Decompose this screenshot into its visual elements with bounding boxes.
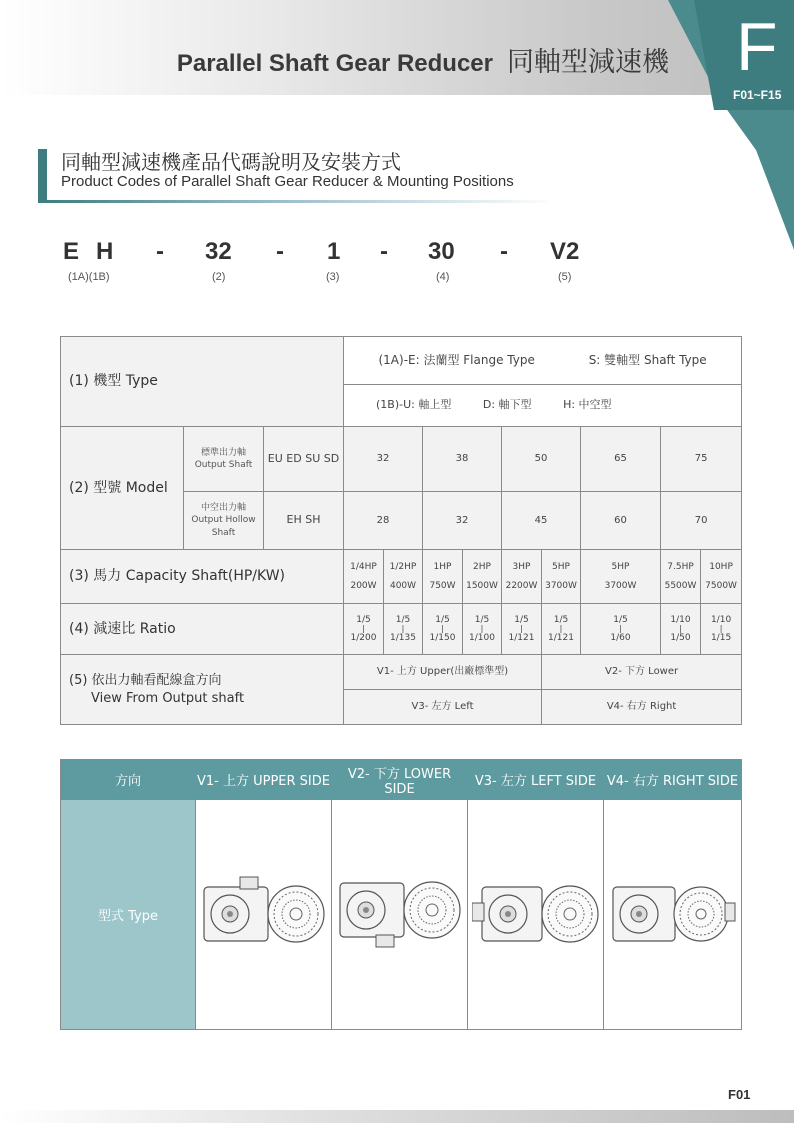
hollow-shaft-label: 中空出力軸 Output Hollow Shaft [184, 492, 264, 550]
code-label-capacity: (3) [326, 271, 340, 283]
direction-label [61, 655, 344, 725]
ratio-cell: 1/10 | 1/15 [701, 604, 742, 655]
gear-reducer-v4-drawing [609, 873, 737, 953]
capacity-cell: 2HP 1500W [463, 550, 502, 604]
code-ratio: 30 [428, 238, 455, 265]
page-title-zh: 同軸型減速機 [507, 47, 669, 78]
mount-image-v1 [196, 800, 332, 1030]
mount-header-v3: V3- 左方 LEFT SIDE [468, 760, 604, 800]
code-label-direction: (5) [558, 271, 572, 283]
model-value: 75 [661, 427, 742, 492]
mount-header-v2: V2- 下方 LOWER SIDE [332, 760, 468, 800]
code-dash: - [500, 238, 508, 265]
type-row-label: 型式 Type [61, 800, 196, 1030]
code-dash: - [156, 238, 164, 265]
capacity-cell: 1HP 750W [423, 550, 463, 604]
code-direction: V2 [550, 238, 580, 265]
page-number: F01 [728, 1087, 751, 1102]
ratio-cell: 1/5 | 1/150 [423, 604, 463, 655]
ratio-cell: 1/5 | 1/121 [542, 604, 581, 655]
footer-bar [0, 1110, 794, 1123]
section-title-zh: 同軸型減速機產品代碼說明及安裝方式 [61, 150, 401, 174]
ratio-label: (4) 減速比 Ratio [61, 604, 344, 655]
direction-label-zh: (5) 依出力軸看配線盒方向 [69, 672, 222, 688]
capacity-cell: 7.5HP 5500W [661, 550, 701, 604]
direction-v2: V2- 下方 Lower [542, 655, 742, 690]
direction-v4: V4- 右方 Right [542, 690, 742, 725]
code-h: H [96, 238, 114, 265]
mount-image-v2 [332, 800, 468, 1030]
model-label: (2) 型號 Model [61, 427, 184, 550]
code-label-type: (1A)(1B) [68, 271, 110, 283]
code-model: 32 [205, 238, 232, 265]
capacity-cell: 5HP 3700W [581, 550, 661, 604]
section-underline [38, 200, 558, 203]
gear-reducer-v1-drawing [200, 873, 328, 953]
mount-image-v3 [468, 800, 604, 1030]
mounting-table [60, 759, 742, 1030]
page-title-en: Parallel Shaft Gear Reducer [176, 50, 493, 77]
mount-header-v1: V1- 上方 UPPER SIDE [196, 760, 332, 800]
gear-reducer-v3-drawing [472, 873, 600, 953]
direction-v3: V3- 左方 Left [344, 690, 542, 725]
page-title [177, 40, 669, 79]
flange-type: (1A)-E: 法蘭型 Flange Type [378, 353, 535, 368]
code-e: E [63, 238, 80, 265]
ratio-cell: 1/5 | 1/121 [502, 604, 542, 655]
model-value: 50 [502, 427, 581, 492]
ratio-cell: 1/5 | 1/60 [581, 604, 661, 655]
type-label: (1) 機型 Type [61, 337, 344, 427]
standard-codes: EU ED SU SD [264, 427, 344, 492]
code-capacity: 1 [327, 238, 341, 265]
model-value: 38 [423, 427, 502, 492]
gear-reducer-v2-drawing [336, 873, 464, 953]
type-row-1a [344, 337, 742, 385]
code-label-model: (2) [212, 271, 226, 283]
capacity-cell: 5HP 3700W [542, 550, 581, 604]
section-accent-bar [38, 149, 47, 200]
spec-table [60, 336, 742, 725]
ratio-cell: 1/5 | 1/200 [344, 604, 384, 655]
direction-label-en: View From Output shaft [91, 690, 245, 706]
type-u: (1B)-U: 軸上型 [376, 398, 452, 412]
direction-v1: V1- 上方 Upper(出廠標準型) [344, 655, 542, 690]
standard-shaft-label: 標準出力軸 Output Shaft [184, 427, 264, 492]
capacity-cell: 3HP 2200W [502, 550, 542, 604]
hollow-value: 60 [581, 492, 661, 550]
hollow-value: 70 [661, 492, 742, 550]
ratio-cell: 1/5 | 1/135 [384, 604, 423, 655]
hollow-value: 32 [423, 492, 502, 550]
ratio-cell: 1/10 | 1/50 [661, 604, 701, 655]
shaft-type: S: 雙軸型 Shaft Type [588, 353, 707, 368]
section-title-en: Product Codes of Parallel Shaft Gear Reducer & Mounting Positions [61, 173, 514, 190]
chapter-range: F01~F15 [733, 88, 782, 102]
code-dash: - [380, 238, 388, 265]
hollow-value: 28 [344, 492, 423, 550]
type-d: D: 軸下型 [482, 398, 532, 412]
type-row-1b [344, 385, 742, 427]
model-value: 65 [581, 427, 661, 492]
hollow-value: 45 [502, 492, 581, 550]
capacity-label: (3) 馬力 Capacity Shaft(HP/KW) [61, 550, 344, 604]
mount-header-v4: V4- 右方 RIGHT SIDE [604, 760, 742, 800]
mount-image-v4 [604, 800, 742, 1030]
code-label-ratio: (4) [436, 271, 450, 283]
chapter-letter: F [736, 9, 778, 85]
hollow-codes: EH SH [264, 492, 344, 550]
model-value: 32 [344, 427, 423, 492]
direction-header: 方向 [61, 760, 196, 800]
ratio-cell: 1/5 | 1/100 [463, 604, 502, 655]
capacity-cell: 1/4HP 200W [344, 550, 384, 604]
capacity-cell: 1/2HP 400W [384, 550, 423, 604]
code-dash: - [276, 238, 284, 265]
type-h: H: 中空型 [563, 398, 612, 412]
capacity-cell: 10HP 7500W [701, 550, 742, 604]
